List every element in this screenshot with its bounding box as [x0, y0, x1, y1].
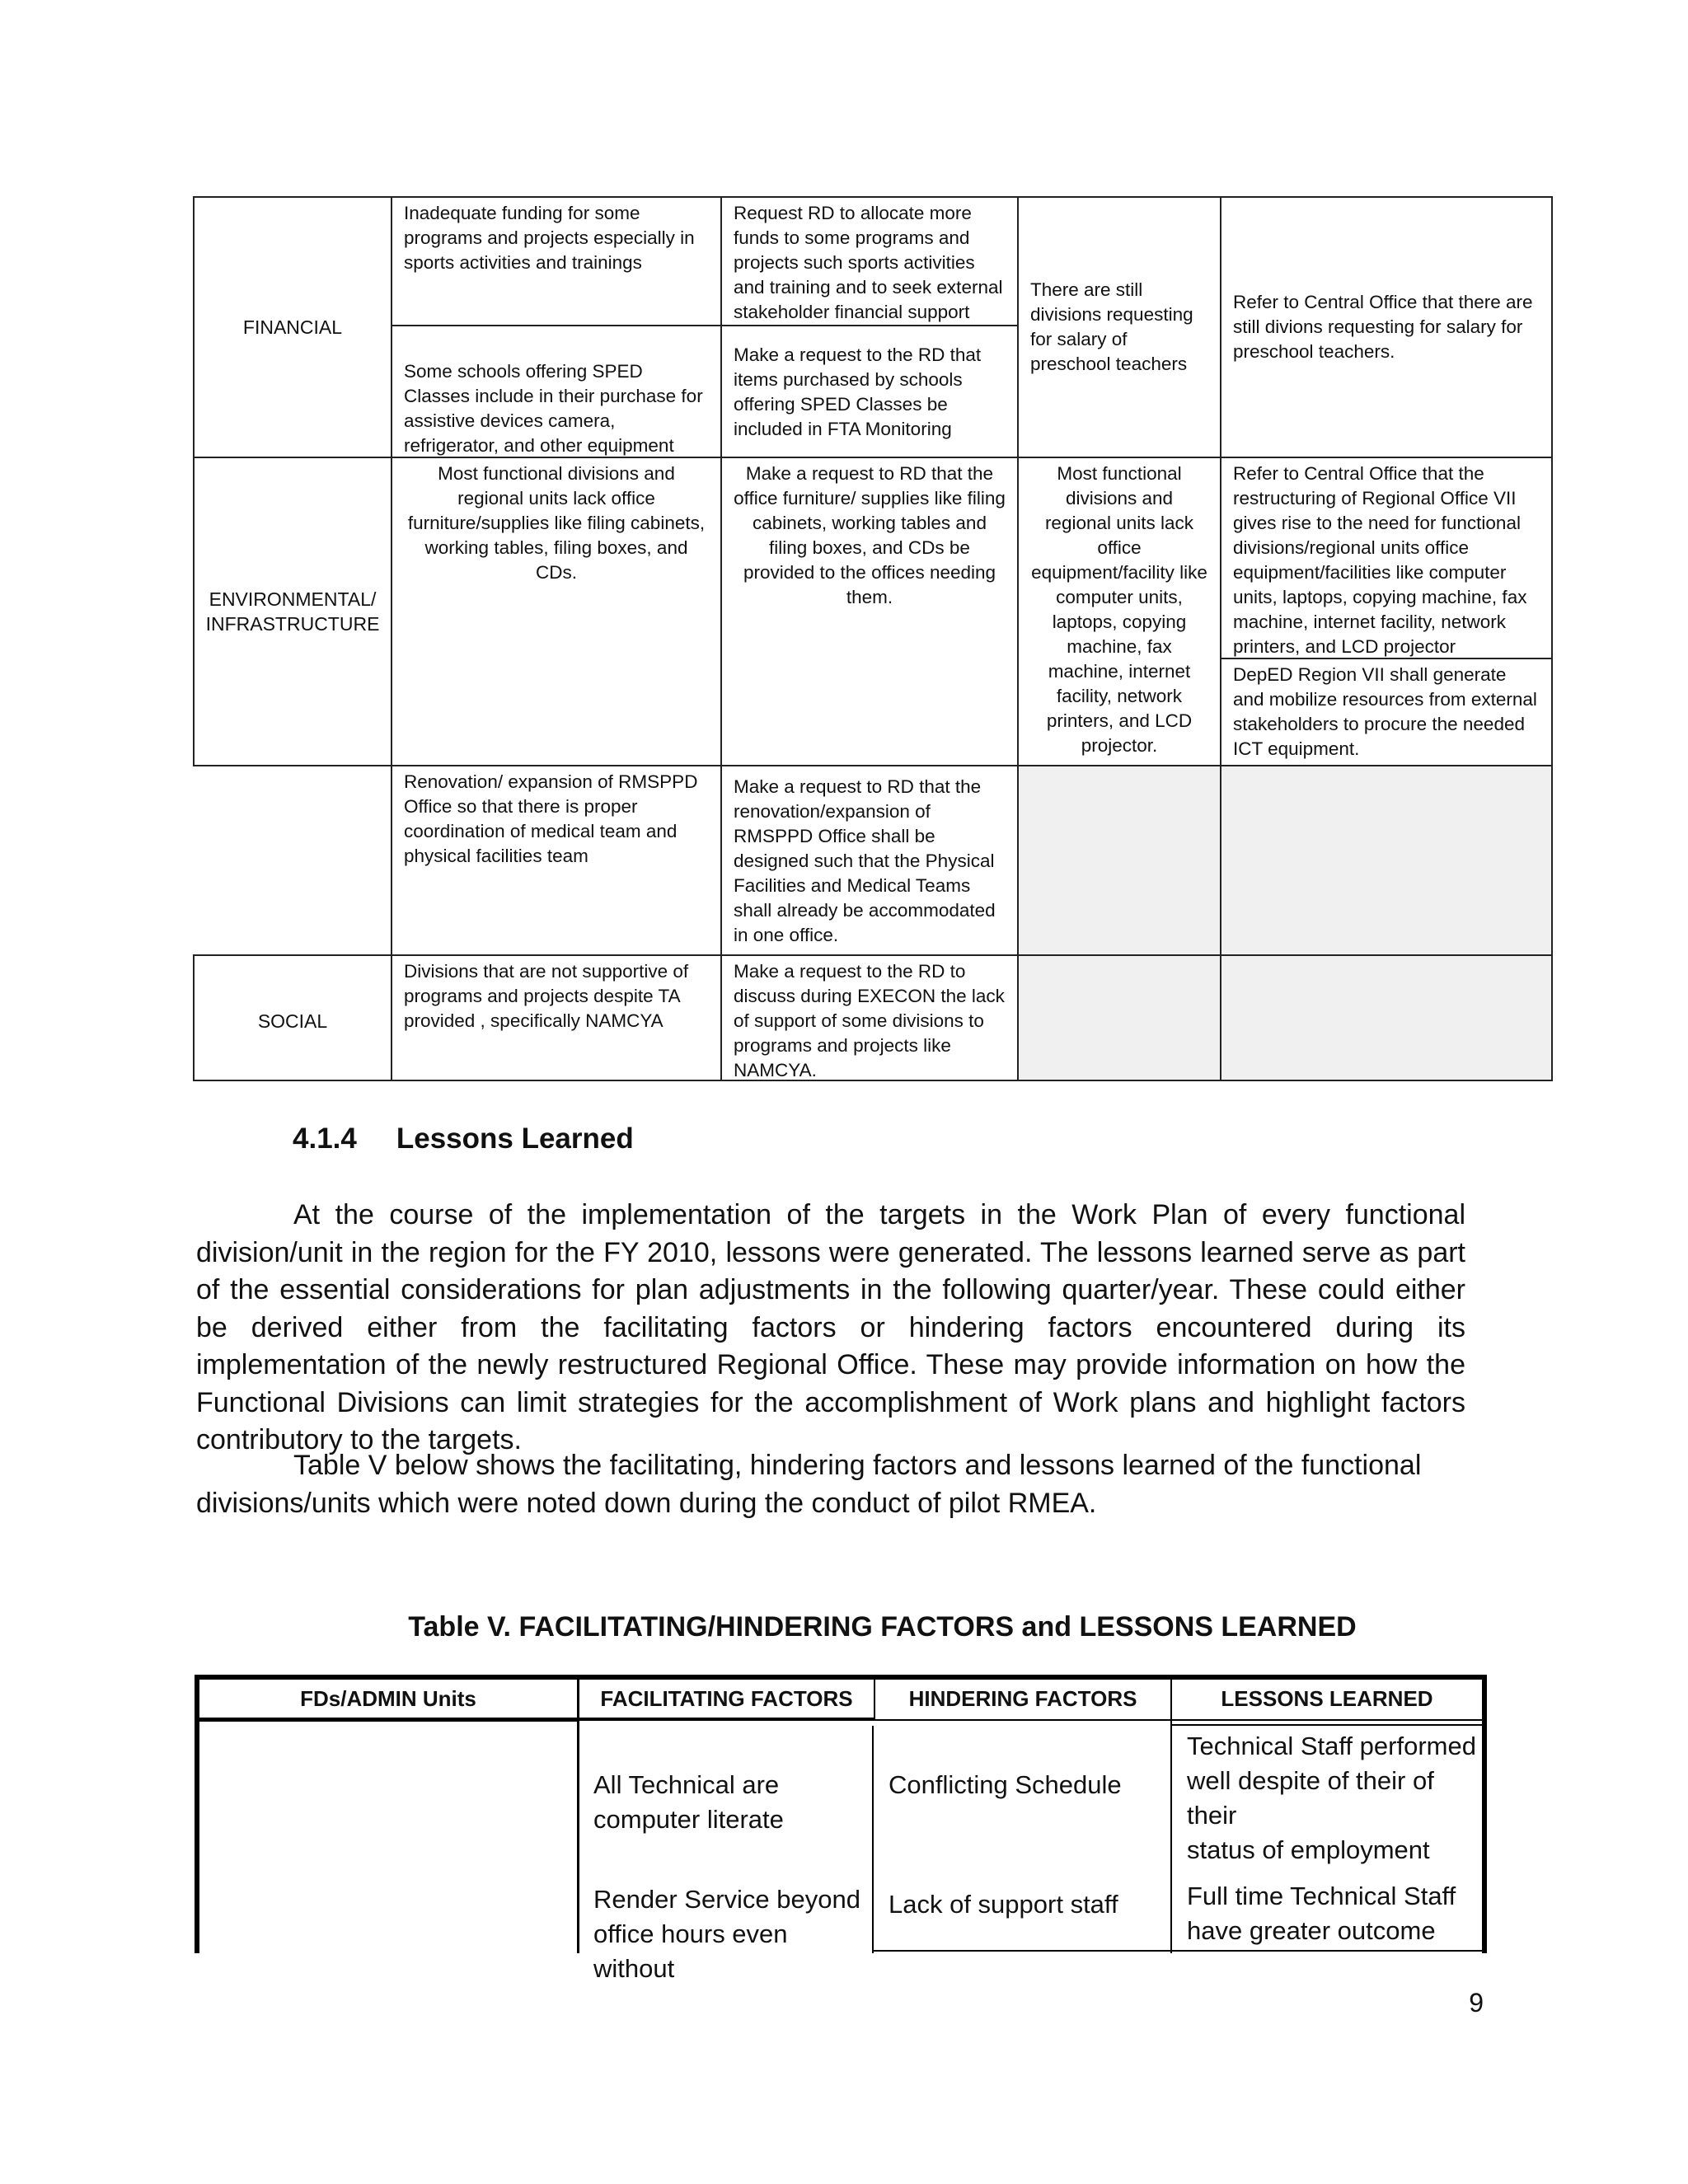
- header-rule: [1170, 1724, 1485, 1726]
- paragraph: At the course of the implementation of the targets in the Work Plan of every functional division/unit in the region for the FY 2010, lessons were generated. The lessons learned serve as part of the essential considerations for plan adjustments in the following quarter/year. These could either be derived either from the facilitating factors or hindering factors encountered during its implementation of the newly restructured Regional Office. These may provide information on how the Functional Divisions can limit strategies for the accomplishment of Work plans and highlight factors contributory to the targets.: [196, 1199, 1465, 1455]
- table-cell-hindering: Lack of support staff: [889, 1890, 1118, 1919]
- category-social-upper: [193, 765, 392, 956]
- table-cell-empty: [1017, 765, 1221, 956]
- page-number: 9: [1469, 1988, 1484, 2018]
- paragraph: Table V below shows the facilitating, hindering factors and lessons learned of the functional divisions/units which were noted down during the conduct of pilot RMEA.: [196, 1450, 1422, 1519]
- section-title: Lessons Learned: [396, 1122, 634, 1155]
- table-cell-action: Request RD to allocate more funds to some programs and projects such sports activities and training and to seek external stakeholder financial support: [720, 196, 1019, 326]
- table-cell-issue: Most functional divisions and regional units lack office furniture/supplies like filing cabinets, working tables, filing boxes, and CDs.: [391, 457, 722, 766]
- table-cell-facilitating: All Technical are computer literate: [593, 1770, 784, 1834]
- table-cell-lesson: Full time Technical Staff have greater outcome: [1187, 1882, 1456, 1945]
- category-label: SOCIAL: [257, 1010, 328, 1032]
- header-rule: [874, 1719, 1485, 1721]
- category-social: [193, 954, 392, 1081]
- table-cell-empty: [1017, 954, 1221, 1081]
- table-cell-central-issue: [1017, 196, 1221, 458]
- category-financial: [193, 196, 392, 458]
- table-caption: Table V. FACILITATING/HINDERING FACTORS and LESSONS LEARNED: [408, 1611, 1357, 1643]
- header-rule: [195, 1718, 577, 1722]
- table-cell-action: Make a request to the RD that items purchased by schools offering SPED Classes be included in FTA Monitoring: [720, 325, 1019, 458]
- table-cell-empty: [1220, 765, 1553, 956]
- table-right-border: [1482, 1675, 1487, 1953]
- table-cell-issue: Divisions that are not supportive of programs and projects despite TA provided , specifically NAMCYA: [391, 954, 722, 1081]
- bottom-rule: [872, 1950, 1485, 1952]
- column-header: FDs/ADMIN Units: [300, 1685, 476, 1711]
- table-cell-action: Make a request to RD that the renovation/expansion of RMSPPD Office shall be designed such that the Physical Facilities and Medical Teams shall already be accommodated in one office.: [720, 765, 1019, 956]
- table-cell-central-action: DepED Region VII shall generate and mobilize resources from external stakeholders to procure the needed ICT equipment.: [1220, 658, 1553, 766]
- table-cell-central-action: Refer to Central Office that the restructuring of Regional Office VII gives rise to the need for functional divisions/regional units office equipment/facilities like computer units, laptops, copying machine, fax machine, internet facility, network printers, and LCD projector: [1220, 457, 1553, 659]
- section-heading: [293, 1122, 634, 1155]
- table-cell-action: Make a request to the RD to discuss during EXECON the lack of support of some divisions to programs and projects like NAMCYA.: [720, 954, 1019, 1081]
- column-header: FACILITATING FACTORS: [600, 1685, 853, 1711]
- header-rule: [577, 1718, 874, 1721]
- cell-text: There are still divisions requesting for salary of preschool teachers: [1030, 279, 1193, 374]
- table-cell-action: Make a request to RD that the office furniture/ supplies like filing cabinets, working tables and filing boxes, and CDs be provided to the offices needing them.: [720, 457, 1019, 766]
- table-cell-central-issue: Most functional divisions and regional units lack office equipment/facility like computer units, laptops, copying machine, fax machine, internet facility, network printers, and LCD projector.: [1017, 457, 1221, 766]
- column-header: LESSONS LEARNED: [1221, 1685, 1433, 1711]
- category-label: ENVIRONMENTAL/ INFRASTRUCTURE: [205, 588, 380, 635]
- section-number: 4.1.4: [293, 1122, 357, 1155]
- table-cell-lesson: Technical Staff performed well despite of their of their status of employment: [1187, 1732, 1476, 1864]
- table-cell-issue: Inadequate funding for some programs and projects especially in sports activities and trainings: [391, 196, 722, 326]
- cell-text: Refer to Central Office that there are still divions requesting for salary for preschool teachers.: [1233, 292, 1533, 362]
- table-cell-empty: [1220, 954, 1553, 1081]
- table-cell-issue: Renovation/ expansion of RMSPPD Office so that there is proper coordination of medical team and physical facilities team: [391, 765, 722, 956]
- column-divider: [1170, 1678, 1172, 1953]
- table-cell-issue: Some schools offering SPED Classes include in their purchase for assistive devices camera, refrigerator, and other equipment: [391, 325, 722, 458]
- column-header: HINDERING FACTORS: [908, 1685, 1137, 1711]
- table-cell-central-action: [1220, 196, 1553, 458]
- column-divider: [577, 1678, 579, 1953]
- table-cell-facilitating: Render Service beyond office hours even without: [593, 1885, 860, 1983]
- category-label: FINANCIAL: [242, 316, 343, 338]
- column-divider: [872, 1726, 874, 1953]
- table-cell-hindering: Conflicting Schedule: [889, 1770, 1122, 1799]
- category-environmental: [193, 457, 392, 766]
